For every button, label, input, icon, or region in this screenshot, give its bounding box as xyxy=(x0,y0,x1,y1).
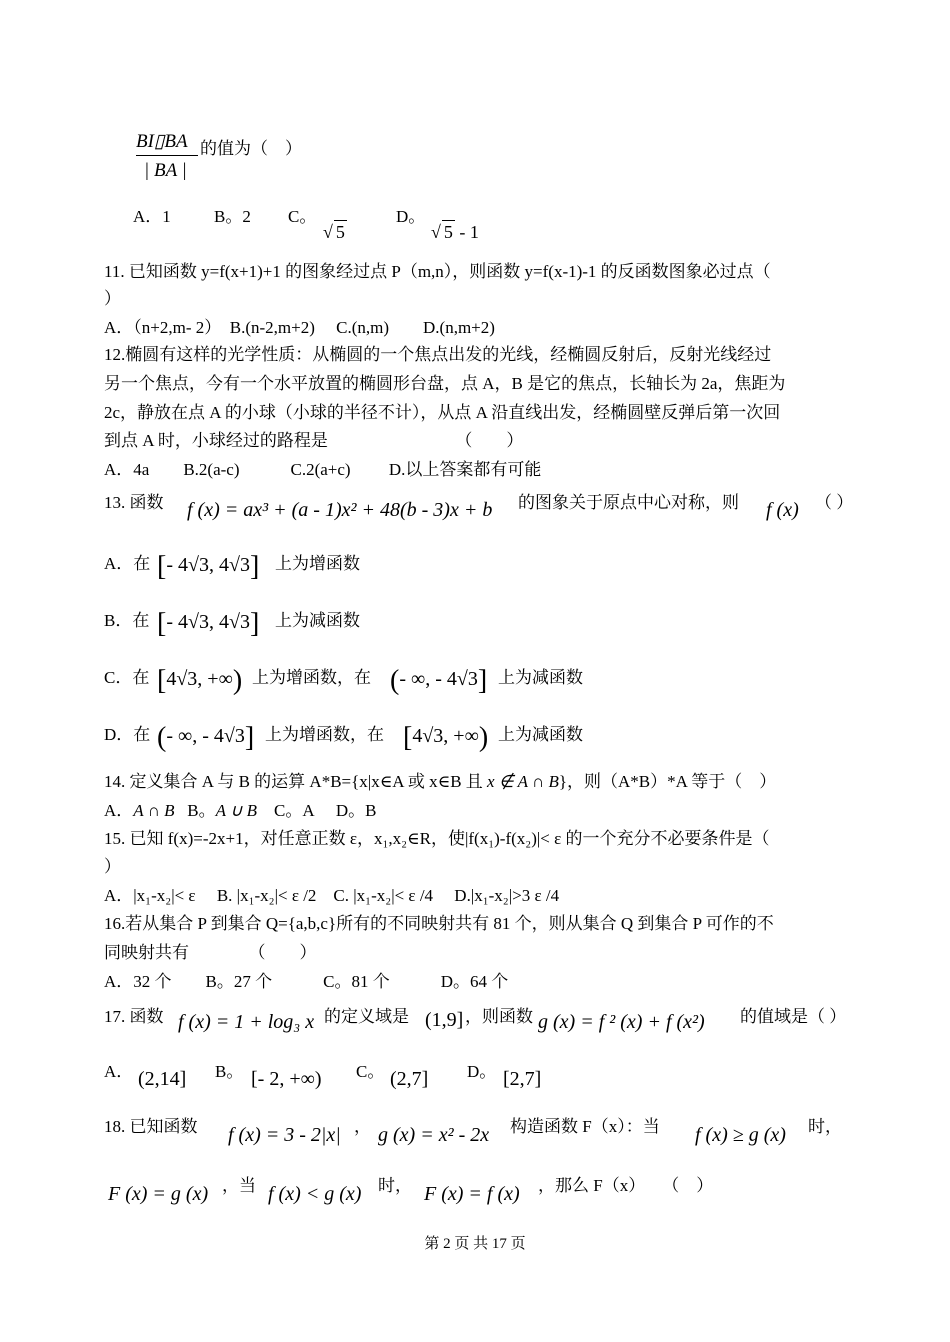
q18-line2-cond: f (x) < g (x) xyxy=(268,1183,362,1205)
q13-prefix: 13. 函数 xyxy=(104,493,164,512)
q14-options xyxy=(104,800,377,822)
q18-prefix: 18. 已知函数 xyxy=(104,1117,198,1136)
q13-option-c-interval1: [4√3, +∞) xyxy=(157,665,243,696)
q18-line2-then: 时， xyxy=(378,1176,412,1195)
q17-mid1: 的定义域是 xyxy=(324,1007,409,1026)
q18-sep: ， xyxy=(354,1117,371,1136)
q17-mid2: ，则函数 xyxy=(465,1007,533,1026)
q18-line2-tail: ，那么 F（x） （ ） xyxy=(538,1176,714,1195)
q13-fx: f (x) xyxy=(766,499,799,521)
q17-tail: 的值域是（ ） xyxy=(740,1007,847,1026)
q17-domain: (1,9] xyxy=(425,1009,464,1031)
q13-option-c-tail: 上为减函数 xyxy=(498,668,583,687)
q13-option-c-interval2: (- ∞, - 4√3] xyxy=(390,665,488,696)
q10-option-c-value: √ 5 xyxy=(323,222,345,242)
q18-mid: 构造函数 F（x）：当 xyxy=(510,1117,660,1136)
q10-option-c: C。 xyxy=(288,207,317,226)
q13-option-d-mid: 上为增函数，在 xyxy=(265,725,384,744)
q13-option-d-interval2: [4√3, +∞) xyxy=(403,722,489,753)
radicand: 5 xyxy=(443,222,453,242)
q10-option-a: A．1 xyxy=(133,207,171,226)
q12-line2: 另一个焦点，今有一个水平放置的椭圆形台盘，点 A，B 是它的焦点，长轴长为 2a，焦距为 xyxy=(104,374,786,393)
q13-option-a-tail: 上为增函数 xyxy=(275,554,360,573)
q15-line1: 15. 已知 f(x)=-2x+1，对任意正数 ε，x₁,x₂∈R，使|f(x₁)-f(x₂)|< ε 的一个充分不必要条件是（ xyxy=(104,829,770,848)
q16-line2: 同映射共有 （ ） xyxy=(104,943,317,962)
q17-option-c: C。 xyxy=(356,1062,385,1081)
q17-option-d-value: [2,7] xyxy=(503,1068,542,1090)
q10-option-d: D。 xyxy=(396,207,426,226)
q17-option-d: D。 xyxy=(467,1062,497,1081)
q11-line2: ） xyxy=(104,289,121,308)
q18-line2-when: ，当 xyxy=(222,1176,256,1195)
interval-text: 4√3, +∞ xyxy=(166,668,233,690)
q17-option-a-value: (2,14] xyxy=(138,1068,187,1090)
q14-text-a: 14. 定义集合 A 与 B 的运算 A*B={x|x∈A 或 x∈B 且 xyxy=(104,772,483,791)
q13-option-d-interval1: (- ∞, - 4√3] xyxy=(157,722,255,753)
q13-option-a-interval: [- 4√3, 4√3] xyxy=(157,551,260,582)
q11-line1: 11. 已知函数 y=f(x+1)+1 的图象经过点 P（m,n），则函数 y=f(x-1)-1 的反函数图象必过点（ xyxy=(104,262,771,281)
q13-option-d-tail: 上为减函数 xyxy=(498,725,583,744)
q14-line1 xyxy=(104,771,776,793)
q12-line1: 12.椭圆有这样的光学性质：从椭圆的一个焦点出发的光线，经椭圆反射后，反射光线经过 xyxy=(104,345,772,364)
q18-f: f (x) = 3 - 2|x| xyxy=(228,1124,341,1146)
q12-options: A．4a B.2(a-c) C.2(a+c) D.以上答案都有可能 xyxy=(104,460,542,479)
q16-options: A．32 个 B。27 个 C。81 个 D。64 个 xyxy=(104,972,509,991)
q18-cond1: f (x) ≥ g (x) xyxy=(695,1124,786,1146)
q14-option-b: B。 xyxy=(187,801,216,820)
q13-option-b-tail: 上为减函数 xyxy=(275,611,360,630)
q13-formula: f (x) = ax³ + (a - 1)x² + 48(b - 3)x + b xyxy=(187,499,493,521)
q10-option-d-tail: - 1 xyxy=(454,222,479,242)
q17-prefix: 17. 函数 xyxy=(104,1007,164,1026)
q11-options: A．（n+2,m- 2） B.(n-2,m+2) C.(n,m) D.(n,m+2) xyxy=(104,318,495,337)
radicand: 5 xyxy=(335,222,345,242)
q10-fraction xyxy=(136,130,188,181)
q13-option-a-label: A．在 xyxy=(104,554,151,573)
interval-text: - ∞, - 4√3 xyxy=(399,668,478,690)
q18-line2-F-eq-f: F (x) = f (x) xyxy=(424,1183,520,1205)
q16-line1: 16.若从集合 P 到集合 Q={a,b,c}所有的不同映射共有 81 个，则从集合 Q 到集合 P 可作的不 xyxy=(104,914,774,933)
interval-text: - ∞, - 4√3 xyxy=(166,725,245,747)
q17-option-a: A． xyxy=(104,1062,134,1081)
q13-option-c-mid: 上为增函数，在 xyxy=(252,668,371,687)
q12-line4: 到点 A 时，小球经过的路程是 （ ） xyxy=(104,431,524,450)
q15-options: A．|x₁-x₂|< ε B. |x₁-x₂|< ε /2 C. |x₁-x₂|< ε /4 D.|x₁-x₂|>3 ε /4 xyxy=(104,886,560,905)
fraction-bar xyxy=(136,155,198,156)
q14-option-a-math: A ∩ B xyxy=(133,801,175,820)
q13-mid: 的图象关于原点中心对称，则 xyxy=(518,493,739,512)
q14-option-a: A． xyxy=(104,801,134,820)
q14-option-c: C。A xyxy=(274,801,315,820)
interval-text: - 4√3, 4√3 xyxy=(166,554,250,576)
q14-option-d: D。B xyxy=(335,801,377,820)
q10-frac-denominator: | BA | xyxy=(144,160,187,181)
q14-text-b: }，则（A*B）*A 等于（ ） xyxy=(558,772,777,791)
q17-g: g (x) = f ² (x) + f (x²) xyxy=(538,1011,705,1033)
q13-option-d-label: D．在 xyxy=(104,725,151,744)
q17-f: f (x) = 1 + log₃ x xyxy=(178,1011,315,1033)
q18-when1: 时， xyxy=(808,1117,842,1136)
q10-option-b: B。2 xyxy=(214,207,251,226)
q17-option-b-value: [- 2, +∞) xyxy=(251,1068,322,1090)
q17-option-c-value: (2,7] xyxy=(390,1068,429,1090)
q14-math: x ∉ A ∩ B xyxy=(487,772,559,791)
q17-option-b: B。 xyxy=(215,1062,244,1081)
q13-option-b-interval: [- 4√3, 4√3] xyxy=(157,608,260,639)
q13-tail: （ ） xyxy=(815,493,854,512)
page-footer: 第 2 页 共 17 页 xyxy=(424,1236,526,1252)
q18-g: g (x) = x² - 2x xyxy=(378,1124,490,1146)
q13-option-b-label: B．在 xyxy=(104,611,150,630)
q18-line2-F-eq-g: F (x) = g (x) xyxy=(108,1183,209,1205)
interval-text: - 4√3, 4√3 xyxy=(166,611,250,633)
q14-option-b-math: A ∪ B xyxy=(215,801,258,820)
q15-line2: ） xyxy=(104,857,121,876)
q10-frac-numerator: BI▯BA xyxy=(136,131,188,152)
interval-text: 4√3, +∞ xyxy=(412,725,479,747)
q13-option-c-label: C．在 xyxy=(104,668,150,687)
q10-option-d-value: √ 5 - 1 xyxy=(431,222,479,242)
q12-line3: 2c，静放在点 A 的小球（小球的半径不计），从点 A 沿直线出发，经椭圆壁反弹后第一次回 xyxy=(104,403,781,422)
q10-tail: 的值为（ ） xyxy=(200,139,302,158)
